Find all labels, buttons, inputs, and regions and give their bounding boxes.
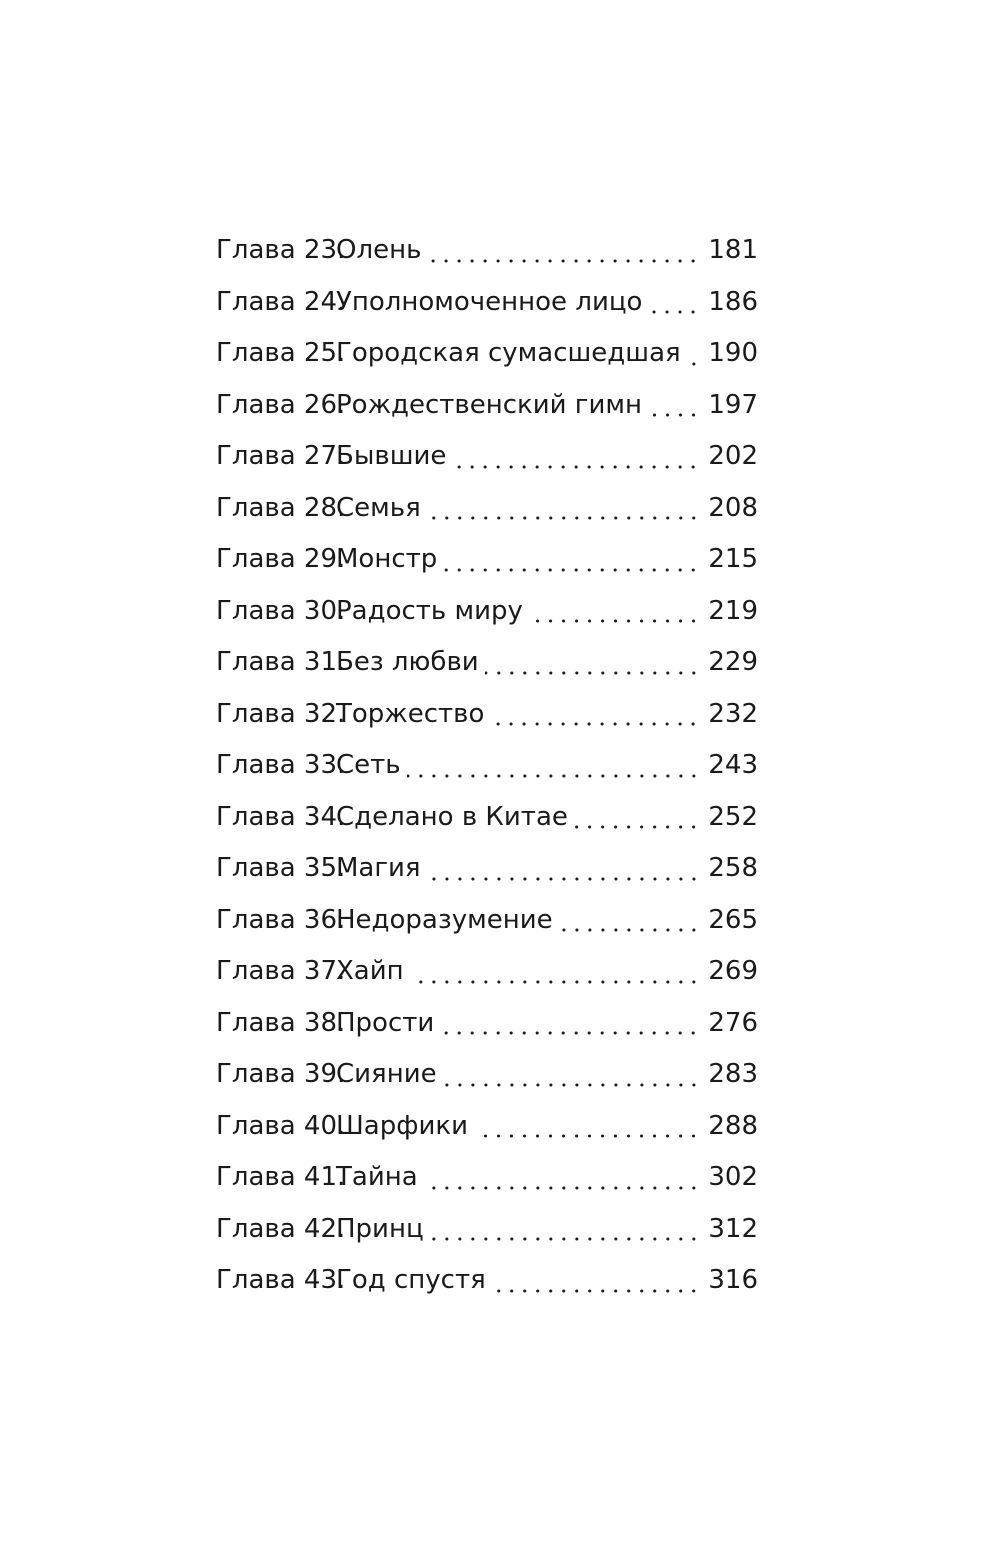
chapter-number: Глава 32. [216, 698, 346, 729]
toc-entry[interactable] [216, 740, 758, 792]
page-number: 208 [708, 492, 758, 523]
chapter-title: Шарфики [336, 1110, 468, 1141]
toc-entry[interactable] [216, 946, 758, 998]
page-number: 190 [708, 338, 758, 368]
chapter-title: Торжество [336, 698, 485, 729]
page-number: 232 [708, 698, 758, 729]
chapter-title: Год спустя [336, 1265, 486, 1295]
chapter-title: Монстр [336, 544, 438, 574]
dot-leader [443, 1083, 700, 1087]
dot-leader [427, 516, 700, 520]
page-number: 252 [708, 801, 758, 832]
chapter-number: Глава 35. [216, 853, 346, 883]
chapter-title: Прости [336, 1007, 435, 1038]
chapter-number: Глава 24. [216, 286, 346, 317]
chapter-title: Городская сумасшедшая [336, 338, 681, 368]
page-number: 229 [708, 647, 758, 677]
chapter-title: Магия [336, 853, 421, 883]
chapter-title: Бывшие [336, 441, 447, 471]
chapter-title: Хайп [336, 956, 404, 986]
toc-entry[interactable] [216, 998, 758, 1050]
chapter-title: Сеть [336, 750, 401, 780]
dot-leader [427, 259, 700, 263]
page-number: 215 [708, 544, 758, 574]
toc-entry[interactable] [216, 1152, 758, 1204]
toc-entry[interactable] [216, 1204, 758, 1256]
chapter-number: Глава 25. [216, 338, 346, 368]
dot-leader [490, 722, 700, 726]
toc-entry[interactable] [216, 328, 758, 380]
dot-leader [474, 1134, 700, 1138]
chapter-title: Недоразумение [336, 904, 553, 935]
page-number: 276 [708, 1007, 758, 1038]
toc-entry[interactable] [216, 380, 758, 432]
chapter-title: Принц [336, 1213, 424, 1244]
chapter-number: Глава 37. [216, 956, 346, 986]
chapter-number: Глава 29. [216, 544, 346, 574]
dot-leader [648, 310, 700, 314]
page-number: 283 [708, 1059, 758, 1089]
toc-entry[interactable] [216, 1255, 758, 1307]
dot-leader [574, 825, 700, 829]
table-of-contents [216, 225, 758, 1307]
dot-leader [492, 1289, 700, 1293]
chapter-title: Рождественский гимн [336, 389, 642, 420]
chapter-number: Глава 42. [216, 1213, 346, 1244]
chapter-number: Глава 30. [216, 595, 346, 626]
chapter-number: Глава 39. [216, 1059, 346, 1089]
chapter-title: Уполномоченное лицо [336, 286, 643, 317]
page-number: 316 [708, 1265, 758, 1295]
page-number: 243 [708, 750, 758, 780]
chapter-number: Глава 36. [216, 904, 346, 935]
toc-entry[interactable] [216, 792, 758, 844]
chapter-number: Глава 31. [216, 647, 346, 677]
page-number: 181 [708, 235, 758, 265]
dot-leader [427, 877, 700, 881]
toc-entry[interactable] [216, 843, 758, 895]
dot-leader [424, 1186, 700, 1190]
dot-leader [485, 671, 700, 675]
page-number: 302 [708, 1162, 758, 1192]
dot-leader [452, 465, 700, 469]
dot-leader [407, 774, 700, 778]
toc-entry[interactable] [216, 689, 758, 741]
chapter-number: Глава 28. [216, 492, 346, 523]
dot-leader [440, 1031, 700, 1035]
dot-leader [529, 619, 700, 623]
dot-leader [687, 362, 700, 366]
toc-entry[interactable] [216, 483, 758, 535]
toc-entry[interactable] [216, 225, 758, 277]
chapter-number: Глава 38. [216, 1007, 346, 1038]
toc-entry[interactable] [216, 534, 758, 586]
page-number: 219 [708, 595, 758, 626]
toc-entry[interactable] [216, 1049, 758, 1101]
page-number: 197 [708, 389, 758, 420]
chapter-title: Радость миру [336, 595, 523, 626]
chapter-title: Тайна [336, 1162, 418, 1192]
page-number: 269 [708, 956, 758, 986]
chapter-title: Без любви [336, 647, 479, 677]
toc-entry[interactable] [216, 1101, 758, 1153]
dot-leader [410, 980, 700, 984]
page-number: 258 [708, 853, 758, 883]
chapter-number: Глава 23. [216, 235, 346, 265]
chapter-number: Глава 40. [216, 1110, 346, 1141]
toc-entry[interactable] [216, 431, 758, 483]
page-number: 265 [708, 904, 758, 935]
chapter-number: Глава 27. [216, 441, 346, 471]
dot-leader [430, 1237, 700, 1241]
toc-entry[interactable] [216, 277, 758, 329]
chapter-number: Глава 41. [216, 1162, 346, 1192]
page-number: 312 [708, 1213, 758, 1244]
chapter-number: Глава 26. [216, 389, 346, 420]
chapter-title: Семья [336, 492, 421, 523]
dot-leader [559, 928, 700, 932]
page-number: 202 [708, 441, 758, 471]
toc-entry[interactable] [216, 637, 758, 689]
toc-entry[interactable] [216, 895, 758, 947]
chapter-title: Олень [336, 235, 422, 265]
chapter-number: Глава 34. [216, 801, 346, 832]
chapter-number: Глава 33. [216, 750, 346, 780]
page-number: 186 [708, 286, 758, 317]
toc-entry[interactable] [216, 586, 758, 638]
chapter-number: Глава 43. [216, 1265, 346, 1295]
page-number: 288 [708, 1110, 758, 1141]
dot-leader [648, 413, 700, 417]
dot-leader [443, 568, 700, 572]
chapter-title: Сделано в Китае [336, 801, 568, 832]
chapter-title: Сияние [336, 1059, 437, 1089]
